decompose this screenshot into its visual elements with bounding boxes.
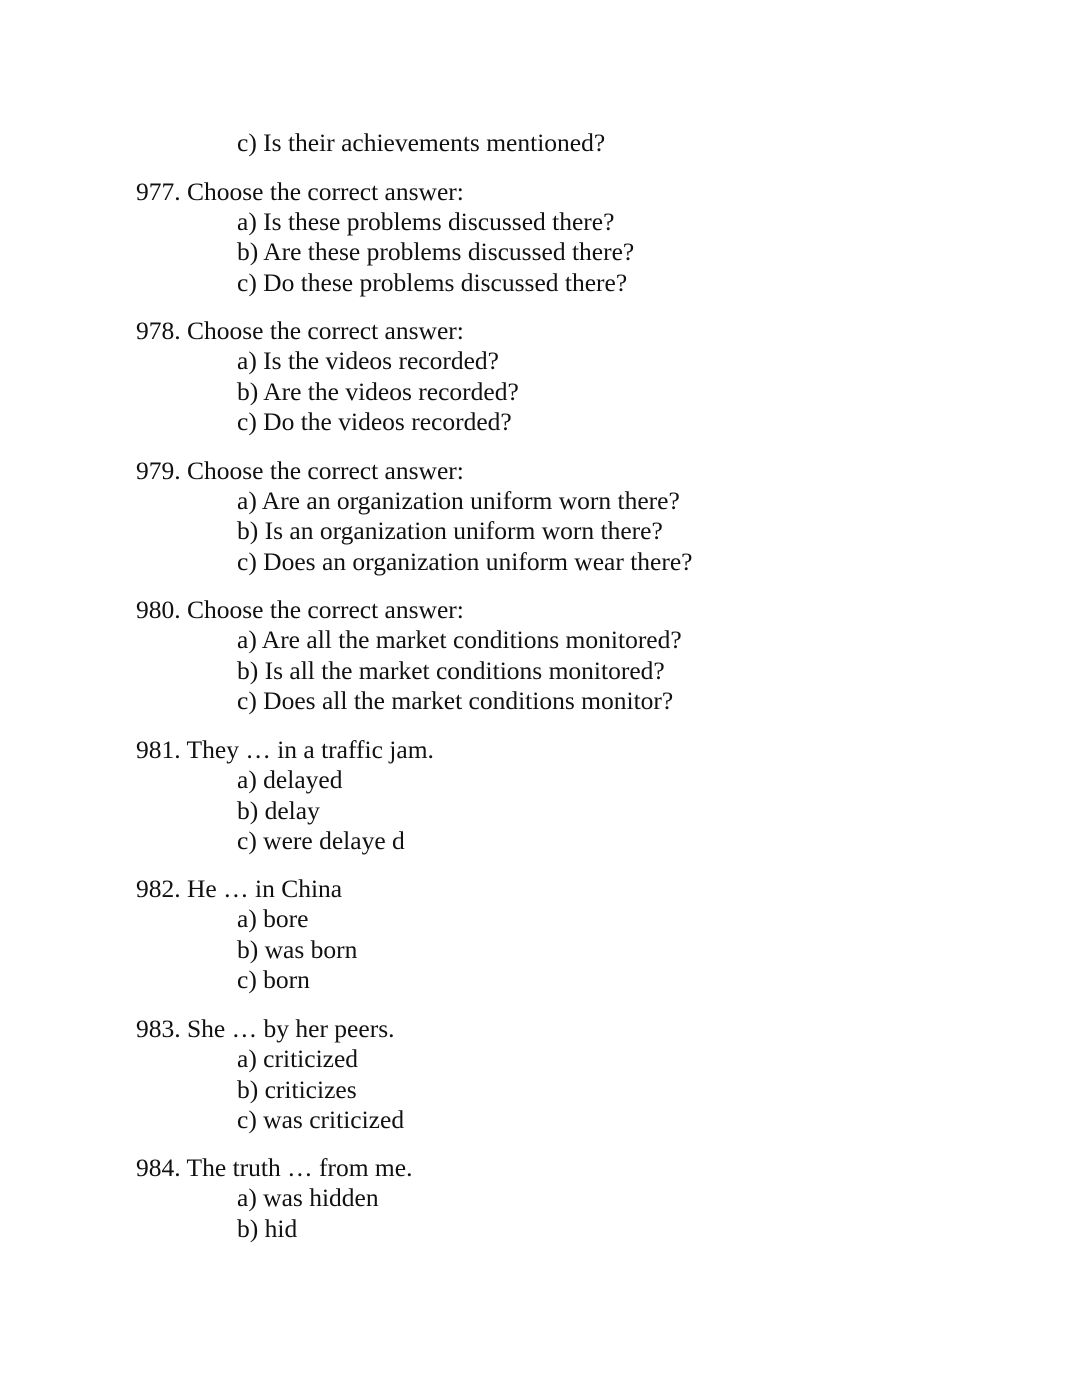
question-number: 981. xyxy=(136,735,181,764)
option-978-c: c) Do the videos recorded? xyxy=(237,407,512,436)
question-prompt: They … in a traffic jam. xyxy=(186,735,434,764)
question-prompt: Choose the correct answer: xyxy=(187,316,464,345)
option-977-c: c) Do these problems discussed there? xyxy=(237,268,628,297)
question-number: 980. xyxy=(136,595,181,624)
option-980-c: c) Does all the market conditions monitor? xyxy=(237,686,674,715)
question-number: 984. xyxy=(136,1153,181,1182)
option-977-b: b) Are these problems discussed there? xyxy=(237,237,635,266)
option-977-a: a) Is these problems discussed there? xyxy=(237,207,615,236)
question-number: 977. xyxy=(136,177,181,206)
option-979-a: a) Are an organization uniform worn there? xyxy=(237,486,680,515)
option-982-a: a) bore xyxy=(237,904,309,933)
question-984 xyxy=(136,1153,412,1183)
question-978 xyxy=(136,316,464,346)
question-number: 979. xyxy=(136,456,181,485)
option-980-a: a) Are all the market conditions monitored? xyxy=(237,625,682,654)
option-984-a: a) was hidden xyxy=(237,1183,379,1212)
question-prompt: Choose the correct answer: xyxy=(187,595,464,624)
question-980 xyxy=(136,595,464,625)
question-prompt: She … by her peers. xyxy=(187,1014,395,1043)
prev-question-option-c: c) Is their achievements mentioned? xyxy=(237,128,606,157)
question-prompt: Choose the correct answer: xyxy=(187,177,464,206)
option-982-b: b) was born xyxy=(237,935,358,964)
question-981 xyxy=(136,735,434,765)
question-prompt: Choose the correct answer: xyxy=(187,456,464,485)
option-978-a: a) Is the videos recorded? xyxy=(237,346,499,375)
option-983-c: c) was criticized xyxy=(237,1105,405,1134)
option-981-b: b) delay xyxy=(237,796,320,825)
option-983-a: a) criticized xyxy=(237,1044,359,1073)
option-981-c: c) were delaye d xyxy=(237,826,405,855)
option-979-b: b) Is an organization uniform worn there? xyxy=(237,516,663,545)
option-981-a: a) delayed xyxy=(237,765,343,794)
option-979-c: c) Does an organization uniform wear there? xyxy=(237,547,693,576)
question-982 xyxy=(136,874,342,904)
option-983-b: b) criticizes xyxy=(237,1075,357,1104)
option-984-b: b) hid xyxy=(237,1214,298,1243)
option-982-c: c) born xyxy=(237,965,310,994)
question-983 xyxy=(136,1014,395,1044)
question-977 xyxy=(136,177,464,207)
question-979 xyxy=(136,456,464,486)
question-prompt: He … in China xyxy=(187,874,343,903)
option-978-b: b) Are the videos recorded? xyxy=(237,377,519,406)
question-number: 982. xyxy=(136,874,181,903)
question-prompt: The truth … from me. xyxy=(186,1153,413,1182)
question-number: 983. xyxy=(136,1014,181,1043)
question-number: 978. xyxy=(136,316,181,345)
option-980-b: b) Is all the market conditions monitored? xyxy=(237,656,665,685)
